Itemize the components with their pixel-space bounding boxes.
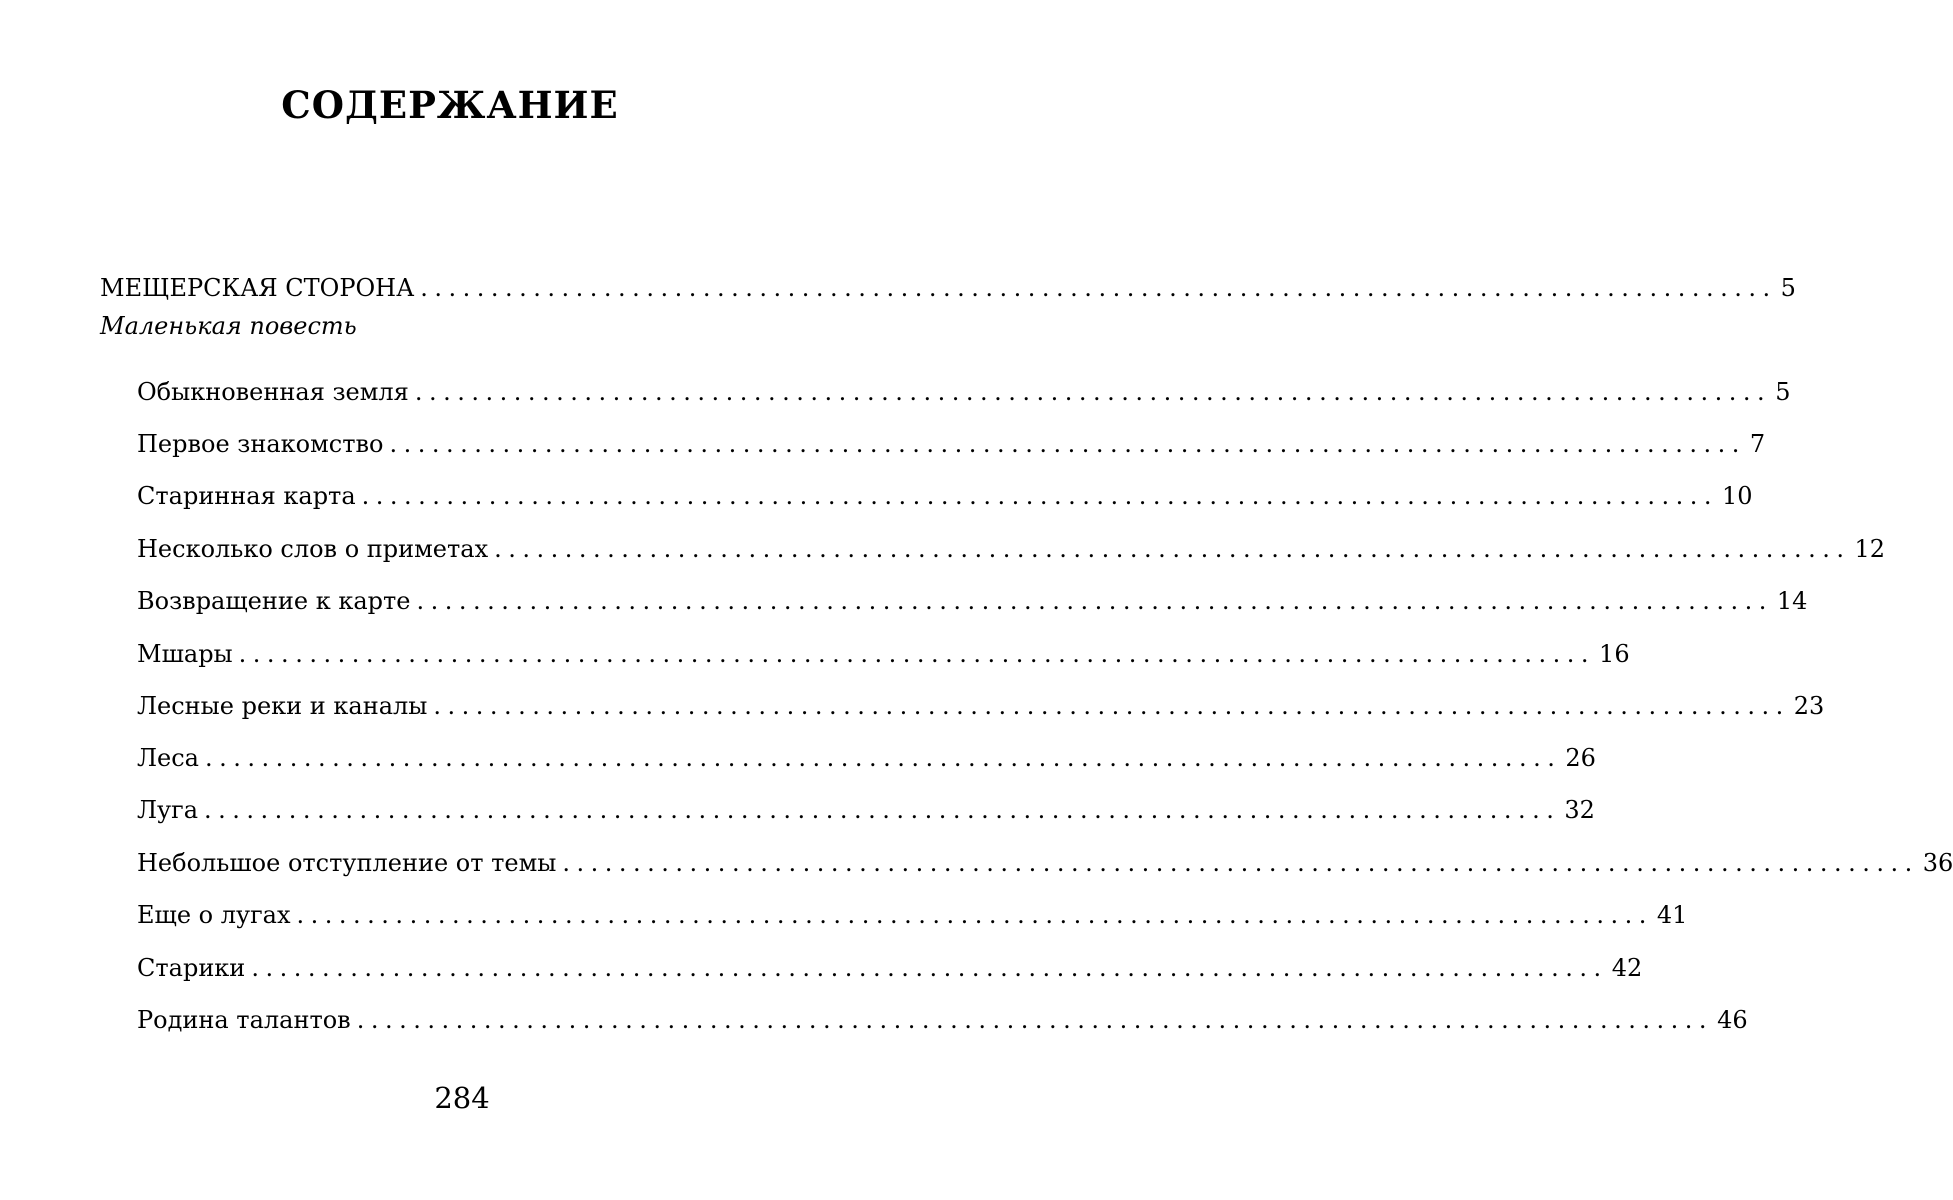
toc-section-subtitle: Маленькая повесть — [100, 312, 357, 340]
toc-entry-title: Возвращение к карте — [137, 587, 411, 615]
toc-entry-page: 41 — [1656, 901, 1688, 929]
dot-leader: ................................................................................................ — [296, 901, 1653, 929]
dot-leader: ................................................................................................ — [356, 1006, 1714, 1034]
dot-leader: ................................................................................................ — [251, 954, 1608, 982]
toc-entry-title: Леса — [137, 744, 199, 772]
toc-entry-page: 12 — [1854, 535, 1886, 563]
dot-leader: ................................................................................................ — [361, 482, 1719, 510]
toc-entry-title: Небольшое отступление от темы — [137, 849, 557, 877]
dot-leader: ................................................................................................ — [433, 692, 1790, 720]
page-title: СОДЕРЖАНИЕ — [281, 83, 619, 127]
toc-entry-page: 32 — [1564, 796, 1595, 824]
page-number: 284 — [434, 1081, 490, 1115]
toc-entry — [137, 686, 1825, 726]
toc-entry — [137, 843, 1953, 883]
toc-entry-title: Родина талантов — [137, 1006, 351, 1034]
dot-leader: ................................................................................................ — [238, 640, 1596, 668]
toc-entry-title: Мшары — [137, 640, 233, 668]
dot-leader: ................................................................................................ — [562, 849, 1919, 877]
toc-entry — [137, 424, 1766, 464]
toc-entry-page: 5 — [1775, 378, 1791, 406]
toc-entry — [137, 372, 1791, 412]
toc-entry-title: Старики — [137, 954, 246, 982]
toc-entry — [137, 895, 1688, 935]
toc-entry-page: 46 — [1717, 1006, 1748, 1034]
toc-entry-page: 10 — [1722, 482, 1753, 510]
toc-entry — [137, 1000, 1748, 1040]
toc-entry — [137, 738, 1596, 778]
toc-entry-page: 14 — [1776, 587, 1808, 615]
toc-entry-page: 26 — [1565, 744, 1596, 772]
toc-entry-title: Еще о лугах — [137, 901, 291, 929]
toc-entry — [137, 529, 1886, 569]
toc-entry-title: Первое знакомство — [137, 430, 384, 458]
toc-section-entry — [100, 268, 1796, 308]
dot-leader: ................................................................................................ — [389, 430, 1746, 458]
toc-entry-title: Лесные реки и каналы — [137, 692, 428, 720]
toc-entry — [137, 948, 1643, 988]
dot-leader: ................................................................................................ — [204, 744, 1562, 772]
dot-leader: ................................................................................................ — [494, 535, 1851, 563]
toc-entry-title: Луга — [137, 796, 199, 824]
toc-entry — [137, 790, 1595, 830]
toc-entry-page: 42 — [1611, 954, 1643, 982]
toc-entry-title: Старинная карта — [137, 482, 356, 510]
toc-section-page: 5 — [1780, 274, 1796, 302]
toc-entry-page: 36 — [1922, 849, 1953, 877]
toc-entry-title: Несколько слов о приметах — [137, 535, 489, 563]
toc-section-title: МЕЩЕРСКАЯ СТОРОНА — [100, 274, 415, 302]
dot-leader: ................................................................................................ — [420, 274, 1777, 302]
dot-leader: ................................................................................................ — [416, 587, 1773, 615]
toc-entry-page: 16 — [1599, 640, 1630, 668]
toc-entry — [137, 476, 1753, 516]
toc-entry — [137, 634, 1630, 674]
dot-leader: ................................................................................................ — [204, 796, 1561, 824]
toc-entry — [137, 581, 1808, 621]
toc-entry-page: 23 — [1793, 692, 1825, 720]
toc-entry-page: 7 — [1749, 430, 1766, 458]
toc-entry-title: Обыкновенная земля — [137, 378, 409, 406]
dot-leader: ................................................................................................ — [414, 378, 1772, 406]
